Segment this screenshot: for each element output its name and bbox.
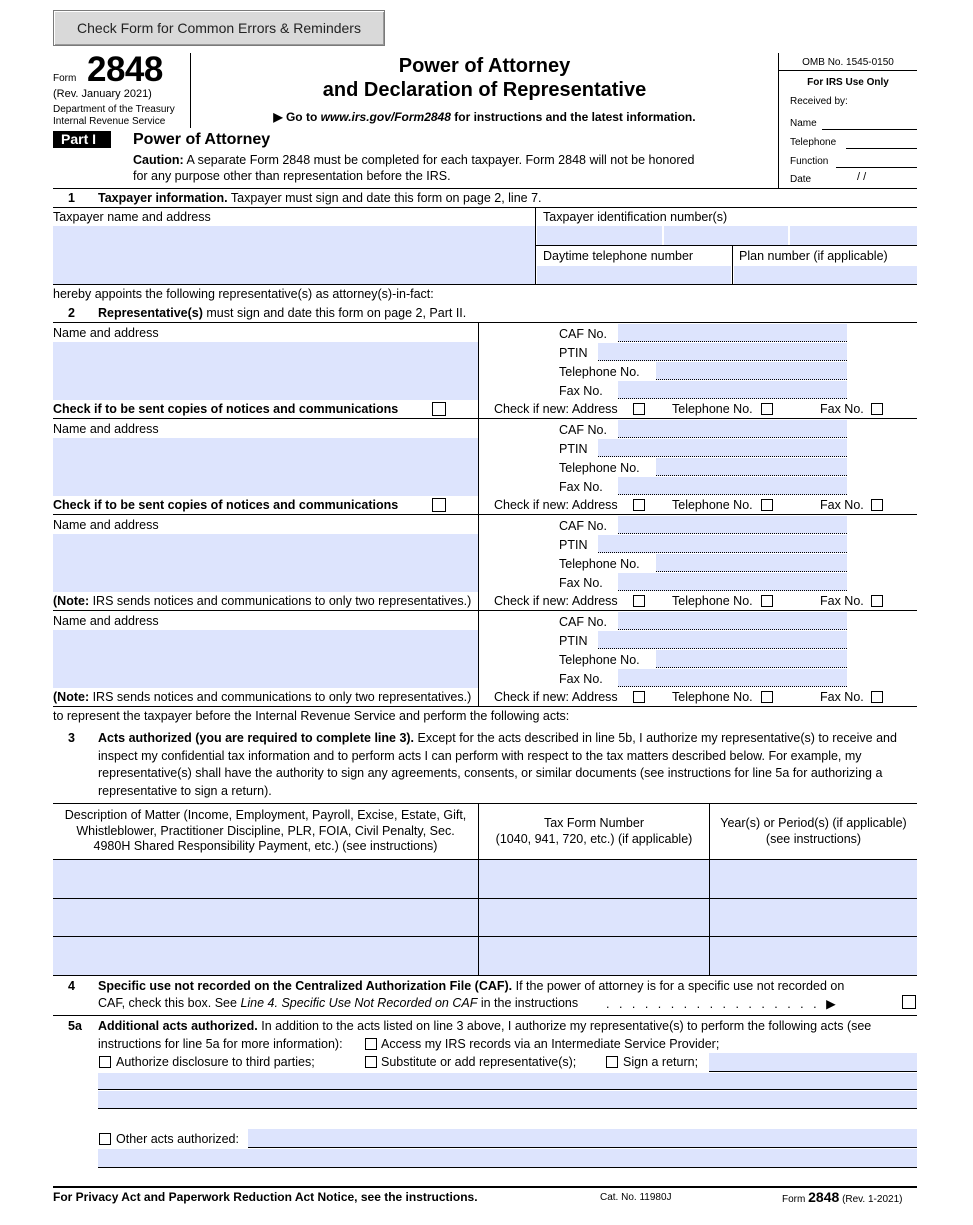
- rep3-fax-label: Fax No.: [559, 576, 603, 590]
- sign-return-checkbox[interactable]: [606, 1056, 618, 1068]
- rep1-caf-input[interactable]: [618, 324, 847, 342]
- additional-acts-rule-1: [98, 1089, 917, 1090]
- rep1-caf-rule: [618, 341, 847, 342]
- irs-date-label: Date: [790, 174, 812, 185]
- irs-telephone-line[interactable]: [846, 148, 917, 149]
- footer-form-id: Form 2848 (Rev. 1-2021): [782, 1189, 903, 1205]
- irs-name-line[interactable]: [822, 129, 917, 130]
- matter-row3-input[interactable]: [53, 937, 478, 975]
- rep3-tel-input[interactable]: [656, 554, 847, 572]
- rep2-check-new-label: Check if new: Address: [494, 498, 618, 512]
- rep2-fax-label: Fax No.: [559, 480, 603, 494]
- rep3-fax-input[interactable]: [618, 573, 847, 591]
- rep1-ptin-input[interactable]: [598, 343, 847, 361]
- form-title-line2: and Declaration of Representative: [322, 79, 647, 101]
- rep3-note: (Note: IRS sends notices and communications to only two representatives.): [53, 594, 472, 608]
- rep3-check-new-label: Check if new: Address: [494, 594, 618, 608]
- rep3-ptin-rule: [598, 552, 847, 553]
- tin-input-2[interactable]: [664, 226, 788, 245]
- phone-plan-divider: [732, 245, 733, 284]
- rep1-fax-label: Fax No.: [559, 384, 603, 398]
- check-form-errors-button[interactable]: Check Form for Common Errors & Reminders: [53, 10, 385, 46]
- part1-label: Part I: [53, 131, 111, 148]
- rep4-caf-rule: [618, 629, 847, 630]
- rep4-check-new-label: Check if new: Address: [494, 690, 618, 704]
- rep1-tel-input[interactable]: [656, 362, 847, 380]
- line5a-line2: instructions for line 5a for more information):: [98, 1037, 343, 1051]
- rep2-fax-rule: [618, 494, 847, 495]
- irs-function-label: Function: [790, 156, 829, 167]
- rep4-name-input[interactable]: [53, 630, 478, 688]
- rep1-ptin-label: PTIN: [559, 346, 588, 360]
- rep2-tel-label: Telephone No.: [559, 461, 640, 475]
- rep2-divider: [478, 418, 479, 514]
- rep3-caf-input[interactable]: [618, 516, 847, 534]
- tin-bottom-rule: [535, 245, 917, 246]
- part1-title: Power of Attorney: [133, 131, 271, 148]
- line1-number: 1: [68, 191, 75, 205]
- line4-line2: CAF, check this box. See Line 4. Specific Use Not Recorded on CAF in the instructions: [98, 996, 579, 1010]
- rep2-address-checkbox[interactable]: [633, 499, 645, 511]
- plan-number-input[interactable]: [734, 266, 917, 284]
- rep2-faxno-checkbox[interactable]: [871, 499, 883, 511]
- matter-row1-input[interactable]: [53, 860, 478, 898]
- rep1-address-checkbox[interactable]: [633, 403, 645, 415]
- line2-number: 2: [68, 306, 75, 320]
- rep2-ptin-rule: [598, 456, 847, 457]
- rep2-caf-label: CAF No.: [559, 423, 607, 437]
- rep1-tel-rule: [656, 379, 847, 380]
- rep1-faxno-checkbox[interactable]: [871, 403, 883, 415]
- tin-label: Taxpayer identification number(s): [543, 210, 728, 224]
- caution-line1: Caution: A separate Form 2848 must be completed for each taxpayer. Form 2848 will not be honored: [133, 153, 695, 167]
- rep2-telno-check-label: Telephone No.: [672, 498, 753, 512]
- rep4-tel-rule: [656, 667, 847, 668]
- rep1-tel-label: Telephone No.: [559, 365, 640, 379]
- rep3-telno-checkbox[interactable]: [761, 595, 773, 607]
- irs-function-line[interactable]: [836, 167, 917, 168]
- irs-date-slashes: / /: [857, 171, 867, 183]
- rep1-caf-label: CAF No.: [559, 327, 607, 341]
- rep4-caf-input[interactable]: [618, 612, 847, 630]
- privacy-notice: For Privacy Act and Paperwork Reduction Act Notice, see the instructions.: [53, 1190, 478, 1204]
- rep1-name-label: Name and address: [53, 326, 159, 340]
- taxform-row1-input[interactable]: [479, 860, 709, 898]
- sign-return-label: Sign a return;: [623, 1055, 699, 1069]
- line4-line1: Specific use not recorded on the Centralized Authorization File (CAF). If the power of attorney is for a specific use not recorded on: [98, 979, 845, 993]
- to-represent-text: to represent the taxpayer before the Internal Revenue Service and perform the following acts:: [53, 709, 570, 723]
- rep4-divider: [478, 610, 479, 706]
- irs-form-url[interactable]: www.irs.gov/Form2848: [320, 110, 451, 124]
- authorize-disclosure-label: Authorize disclosure to third parties;: [116, 1055, 315, 1069]
- line4-leader-dots: . . . . . . . . . . . . . . . . . ▶: [606, 997, 839, 1011]
- received-by-label: Received by:: [790, 96, 848, 107]
- rep3-faxno-checkbox[interactable]: [871, 595, 883, 607]
- rep3-caf-label: CAF No.: [559, 519, 607, 533]
- rep4-tel-label: Telephone No.: [559, 653, 640, 667]
- line3-table-bottom-rule: [53, 975, 917, 976]
- rep2-copies-label: Check if to be sent copies of notices and communications: [53, 498, 399, 512]
- period-row3-input[interactable]: [710, 937, 917, 975]
- rep4-fax-input[interactable]: [618, 669, 847, 687]
- rep1-name-input[interactable]: [53, 342, 478, 400]
- form-number: 2848: [87, 50, 163, 89]
- form-label: Form: [53, 73, 77, 84]
- omb-number: OMB No. 1545-0150: [802, 57, 894, 68]
- rep4-fax-rule: [618, 686, 847, 687]
- period-row2-input[interactable]: [710, 899, 917, 936]
- header-divider-right: [778, 53, 779, 188]
- irs-use-only: For IRS Use Only: [807, 77, 889, 88]
- department-label: Department of the Treasury: [53, 104, 175, 115]
- footer-rule: [53, 1186, 917, 1188]
- rep1-telno-checkbox[interactable]: [761, 403, 773, 415]
- other-acts-input-2[interactable]: [98, 1149, 917, 1167]
- rep3-faxno-check-label: Fax No.: [820, 594, 864, 608]
- rep3-ptin-input[interactable]: [598, 535, 847, 553]
- line3-paragraph: Acts authorized (you are required to complete line 3). Except for the acts described in line 5b, I authorize my representative(s) to receive and inspect my confidential tax information and to perform acts I can perform with respect to the tax matters described below. For example, my representative(s) shall have the authority to sign any agreements, consents, or similar documents (see instructions for line 5a for authorizing a representative to sign a return).: [98, 731, 897, 798]
- rep2-tel-rule: [656, 475, 847, 476]
- other-acts-rule: [248, 1147, 917, 1148]
- rep1-divider: [478, 322, 479, 418]
- taxform-row2-input[interactable]: [479, 899, 709, 936]
- rep2-faxno-check-label: Fax No.: [820, 498, 864, 512]
- irs-name-label: Name: [790, 118, 817, 129]
- tax-form-column-header: Tax Form Number (1040, 941, 720, etc.) (if applicable): [495, 816, 693, 846]
- additional-acts-rule-2: [98, 1108, 917, 1109]
- sign-return-rule: [709, 1071, 917, 1072]
- rep4-faxno-check-label: Fax No.: [820, 690, 864, 704]
- taxpayer-name-input[interactable]: [53, 226, 535, 284]
- appoints-text: hereby appoints the following representative(s) as attorney(s)-in-fact:: [53, 287, 434, 301]
- rep4-note: (Note: IRS sends notices and communications to only two representatives.): [53, 690, 472, 704]
- rep2-bottom-rule: [53, 514, 917, 515]
- rep4-fax-label: Fax No.: [559, 672, 603, 686]
- rep2-name-input[interactable]: [53, 438, 478, 496]
- other-acts-rule-2: [98, 1167, 917, 1168]
- form-revision: (Rev. January 2021): [53, 88, 152, 100]
- taxform-row3-input[interactable]: [479, 937, 709, 975]
- rep2-fax-input[interactable]: [618, 477, 847, 495]
- rep3-caf-rule: [618, 533, 847, 534]
- authorize-disclosure-checkbox[interactable]: [99, 1056, 111, 1068]
- rep4-tel-input[interactable]: [656, 650, 847, 668]
- rep2-copies-checkbox[interactable]: [432, 498, 446, 512]
- matter-column-header: Description of Matter (Income, Employment, Payroll, Excise, Estate, Gift, Whistleblower, Practitioner Discipline, PLR, FOIA, Civil Penalty, Sec. 4980H Shared Responsibility Payment, etc.) (see instructions): [64, 808, 467, 853]
- line2-heading: Representative(s) must sign and date this form on page 2, Part II.: [98, 306, 467, 320]
- other-acts-label: Other acts authorized:: [116, 1132, 239, 1146]
- omb-divider: [778, 70, 917, 71]
- other-acts-input[interactable]: [248, 1129, 917, 1147]
- rep4-telno-checkbox[interactable]: [761, 691, 773, 703]
- rep4-caf-label: CAF No.: [559, 615, 607, 629]
- daytime-phone-input[interactable]: [537, 266, 731, 284]
- rep2-ptin-label: PTIN: [559, 442, 588, 456]
- additional-acts-input-2[interactable]: [98, 1091, 917, 1108]
- rep3-tel-rule: [656, 571, 847, 572]
- rep4-faxno-checkbox[interactable]: [871, 691, 883, 703]
- taxpayer-name-label: Taxpayer name and address: [53, 210, 211, 224]
- rep3-bottom-rule: [53, 610, 917, 611]
- rep2-caf-input[interactable]: [618, 420, 847, 438]
- rep3-fax-rule: [618, 590, 847, 591]
- line2-top-rule: [53, 322, 917, 323]
- tin-input-3[interactable]: [790, 226, 917, 245]
- period-row1-input[interactable]: [710, 860, 917, 898]
- rep2-name-label: Name and address: [53, 422, 159, 436]
- rep3-divider: [478, 514, 479, 610]
- caution-line2: for any purpose other than representation before the IRS.: [133, 169, 451, 183]
- rep1-fax-input[interactable]: [618, 381, 847, 399]
- agency-label: Internal Revenue Service: [53, 116, 166, 127]
- line3-table-top-rule: [53, 803, 917, 804]
- other-acts-checkbox[interactable]: [99, 1133, 111, 1145]
- rep4-bottom-rule: [53, 706, 917, 707]
- daytime-phone-label: Daytime telephone number: [543, 249, 694, 263]
- rep1-copies-label: Check if to be sent copies of notices and communications: [53, 402, 399, 416]
- substitute-rep-label: Substitute or add representative(s);: [381, 1055, 577, 1069]
- sign-return-input[interactable]: [709, 1053, 917, 1071]
- tin-input-1[interactable]: [537, 226, 662, 245]
- line5a-line1: Additional acts authorized. In addition to the acts listed on line 3 above, I authorize my representative(s) to perform the following acts (see: [98, 1019, 872, 1033]
- line4-number: 4: [68, 979, 75, 993]
- rep1-bottom-rule: [53, 418, 917, 419]
- rep2-ptin-input[interactable]: [598, 439, 847, 457]
- rep2-caf-rule: [618, 437, 847, 438]
- rep3-name-input[interactable]: [53, 534, 478, 592]
- catalog-number: Cat. No. 11980J: [600, 1192, 672, 1203]
- rep1-fax-rule: [618, 398, 847, 399]
- line1-bottom-rule: [53, 284, 917, 285]
- rep4-telno-check-label: Telephone No.: [672, 690, 753, 704]
- form-title-line1: Power of Attorney: [398, 55, 571, 77]
- rep4-ptin-label: PTIN: [559, 634, 588, 648]
- rep3-ptin-label: PTIN: [559, 538, 588, 552]
- rep1-faxno-check-label: Fax No.: [820, 402, 864, 416]
- line3-number: 3: [68, 731, 75, 745]
- rep1-copies-checkbox[interactable]: [432, 402, 446, 416]
- line1-header-rule: [53, 207, 917, 208]
- rep3-name-label: Name and address: [53, 518, 159, 532]
- rep4-address-checkbox[interactable]: [633, 691, 645, 703]
- substitute-rep-checkbox[interactable]: [365, 1056, 377, 1068]
- period-column-header: Year(s) or Period(s) (if applicable) (see instructions): [720, 816, 907, 846]
- rep1-ptin-rule: [598, 360, 847, 361]
- irs-telephone-label: Telephone: [790, 137, 837, 148]
- rep2-telno-checkbox[interactable]: [761, 499, 773, 511]
- access-records-checkbox[interactable]: [365, 1038, 377, 1050]
- access-records-label: Access my IRS records via an Intermediate Service Provider;: [381, 1037, 720, 1051]
- instructions-link-line: ▶ Go to www.irs.gov/Form2848 for instructions and the latest information.: [273, 110, 696, 124]
- rep4-ptin-input[interactable]: [598, 631, 847, 649]
- line1-top-rule: [53, 188, 917, 189]
- line4-caf-checkbox[interactable]: [902, 995, 916, 1009]
- plan-number-label: Plan number (if applicable): [739, 249, 888, 263]
- rep3-tel-label: Telephone No.: [559, 557, 640, 571]
- rep4-ptin-rule: [598, 648, 847, 649]
- rep3-telno-check-label: Telephone No.: [672, 594, 753, 608]
- line1-heading: Taxpayer information. Taxpayer must sign and date this form on page 2, line 7.: [98, 191, 542, 205]
- rep1-telno-check-label: Telephone No.: [672, 402, 753, 416]
- line4-bottom-rule: [53, 1015, 917, 1016]
- rep2-tel-input[interactable]: [656, 458, 847, 476]
- rep4-name-label: Name and address: [53, 614, 159, 628]
- rep1-check-new-label: Check if new: Address: [494, 402, 618, 416]
- rep3-address-checkbox[interactable]: [633, 595, 645, 607]
- additional-acts-input-1[interactable]: [98, 1073, 917, 1089]
- line5a-number: 5a: [68, 1019, 82, 1033]
- matter-row2-input[interactable]: [53, 899, 478, 936]
